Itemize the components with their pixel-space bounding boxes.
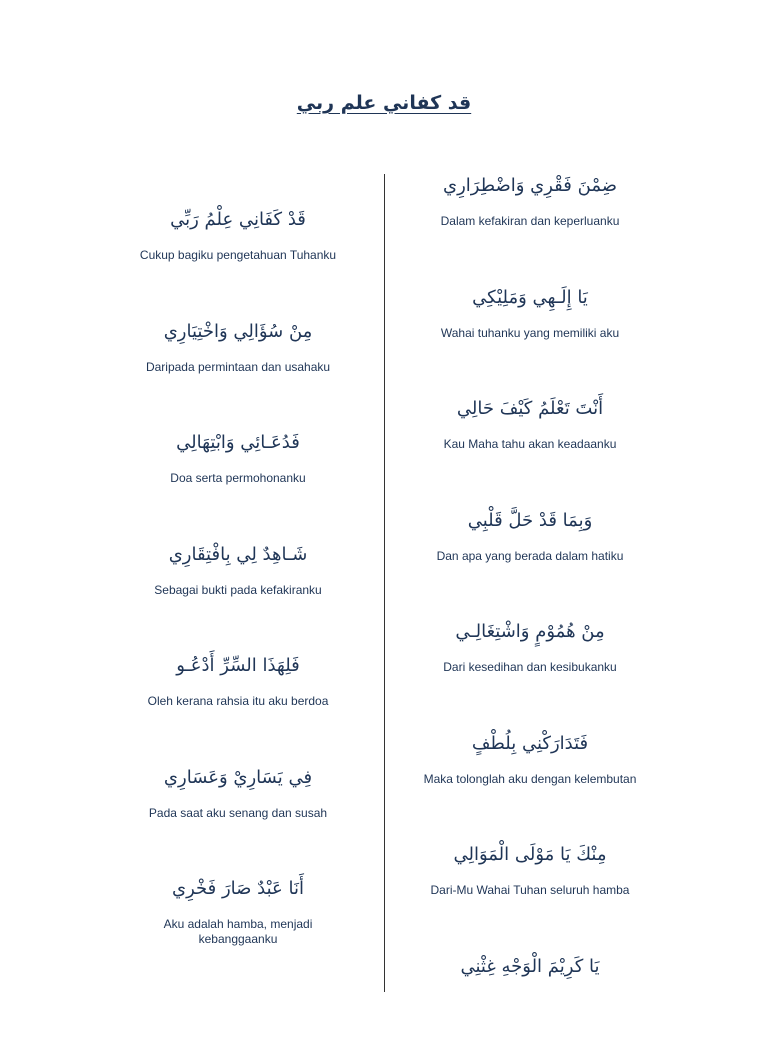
- arabic-verse: يَا كَرِيْمَ الْوَجْهِ غِثْنِي: [390, 949, 670, 985]
- verse-translation: Dari kesedihan dan kesibukanku: [390, 660, 670, 675]
- verse-translation: Dari-Mu Wahai Tuhan seluruh hamba: [390, 883, 670, 898]
- verse-pair: [98, 202, 378, 314]
- verse-translation: Doa serta permohonanku: [98, 471, 378, 486]
- verse-pair: [98, 314, 378, 426]
- arabic-verse: أَنْتَ تَعْلَمُ كَيْفَ حَالِي: [390, 391, 670, 427]
- verse-translation: Dan apa yang berada dalam hatiku: [390, 549, 670, 564]
- verse-translation: Cukup bagiku pengetahuan Tuhanku: [98, 248, 378, 263]
- arabic-verse: مِنْ سُؤَالِي وَاخْتِيَارِي: [98, 314, 378, 350]
- verse-pair: [390, 168, 670, 280]
- verse-pair: [98, 537, 378, 649]
- arabic-verse: ضِمْنَ فَقْرِي وَاضْطِرَارِي: [390, 168, 670, 204]
- verse-pair: [390, 503, 670, 615]
- page-title: قد كفاني علم ربي: [0, 92, 768, 114]
- verse-pair: [390, 391, 670, 503]
- verse-translation: Aku adalah hamba, menjadi kebanggaanku: [143, 917, 333, 947]
- arabic-verse: فِي يَسَارِيْ وَعَسَارِي: [98, 760, 378, 796]
- arabic-verse: قَدْ كَفَانِي عِلْمُ رَبِّي: [98, 202, 378, 238]
- arabic-verse: فَلِهَذَا السِّرِّ أَدْعُـو: [98, 648, 378, 684]
- verse-pair: [98, 425, 378, 537]
- arabic-verse: أَنَا عَبْدٌ صَارَ فَخْرِي: [98, 871, 378, 907]
- arabic-verse: مِنْكَ يَا مَوْلَى الْمَوَالِي: [390, 837, 670, 873]
- verse-translation: Oleh kerana rahsia itu aku berdoa: [98, 694, 378, 709]
- right-column: [390, 168, 670, 1060]
- verse-pair: [98, 871, 378, 983]
- verse-translation: Wahai tuhanku yang memiliki aku: [390, 326, 670, 341]
- arabic-verse: فَتَدَارَكْنِي بِلُطْفٍ: [390, 726, 670, 762]
- arabic-verse: وَبِمَا قَدْ حَلَّ قَلْبِي: [390, 503, 670, 539]
- left-column: [98, 202, 378, 983]
- column-divider: [384, 174, 385, 992]
- verse-translation: Dalam kefakiran dan keperluanku: [390, 214, 670, 229]
- arabic-verse: فَدُعَـائِي وَابْتِهَالِي: [98, 425, 378, 461]
- verse-pair: [390, 949, 670, 1060]
- verse-pair: [390, 837, 670, 949]
- verse-pair: [390, 614, 670, 726]
- verse-translation: Maka tolonglah aku dengan kelembutan: [390, 772, 670, 787]
- arabic-verse: مِنْ هُمُوْمٍ وَاشْتِغَالِـي: [390, 614, 670, 650]
- verse-translation: Pada saat aku senang dan susah: [98, 806, 378, 821]
- arabic-verse: شَـاهِدٌ لِي بِافْتِقَارِي: [98, 537, 378, 573]
- verse-translation: Sebagai bukti pada kefakiranku: [98, 583, 378, 598]
- arabic-verse: يَا إِلَـهِي وَمَلِيْكِي: [390, 280, 670, 316]
- verse-translation: Daripada permintaan dan usahaku: [98, 360, 378, 375]
- verse-pair: [390, 726, 670, 838]
- verse-pair: [98, 648, 378, 760]
- verse-pair: [98, 760, 378, 872]
- verse-translation: Kau Maha tahu akan keadaanku: [390, 437, 670, 452]
- verse-pair: [390, 280, 670, 392]
